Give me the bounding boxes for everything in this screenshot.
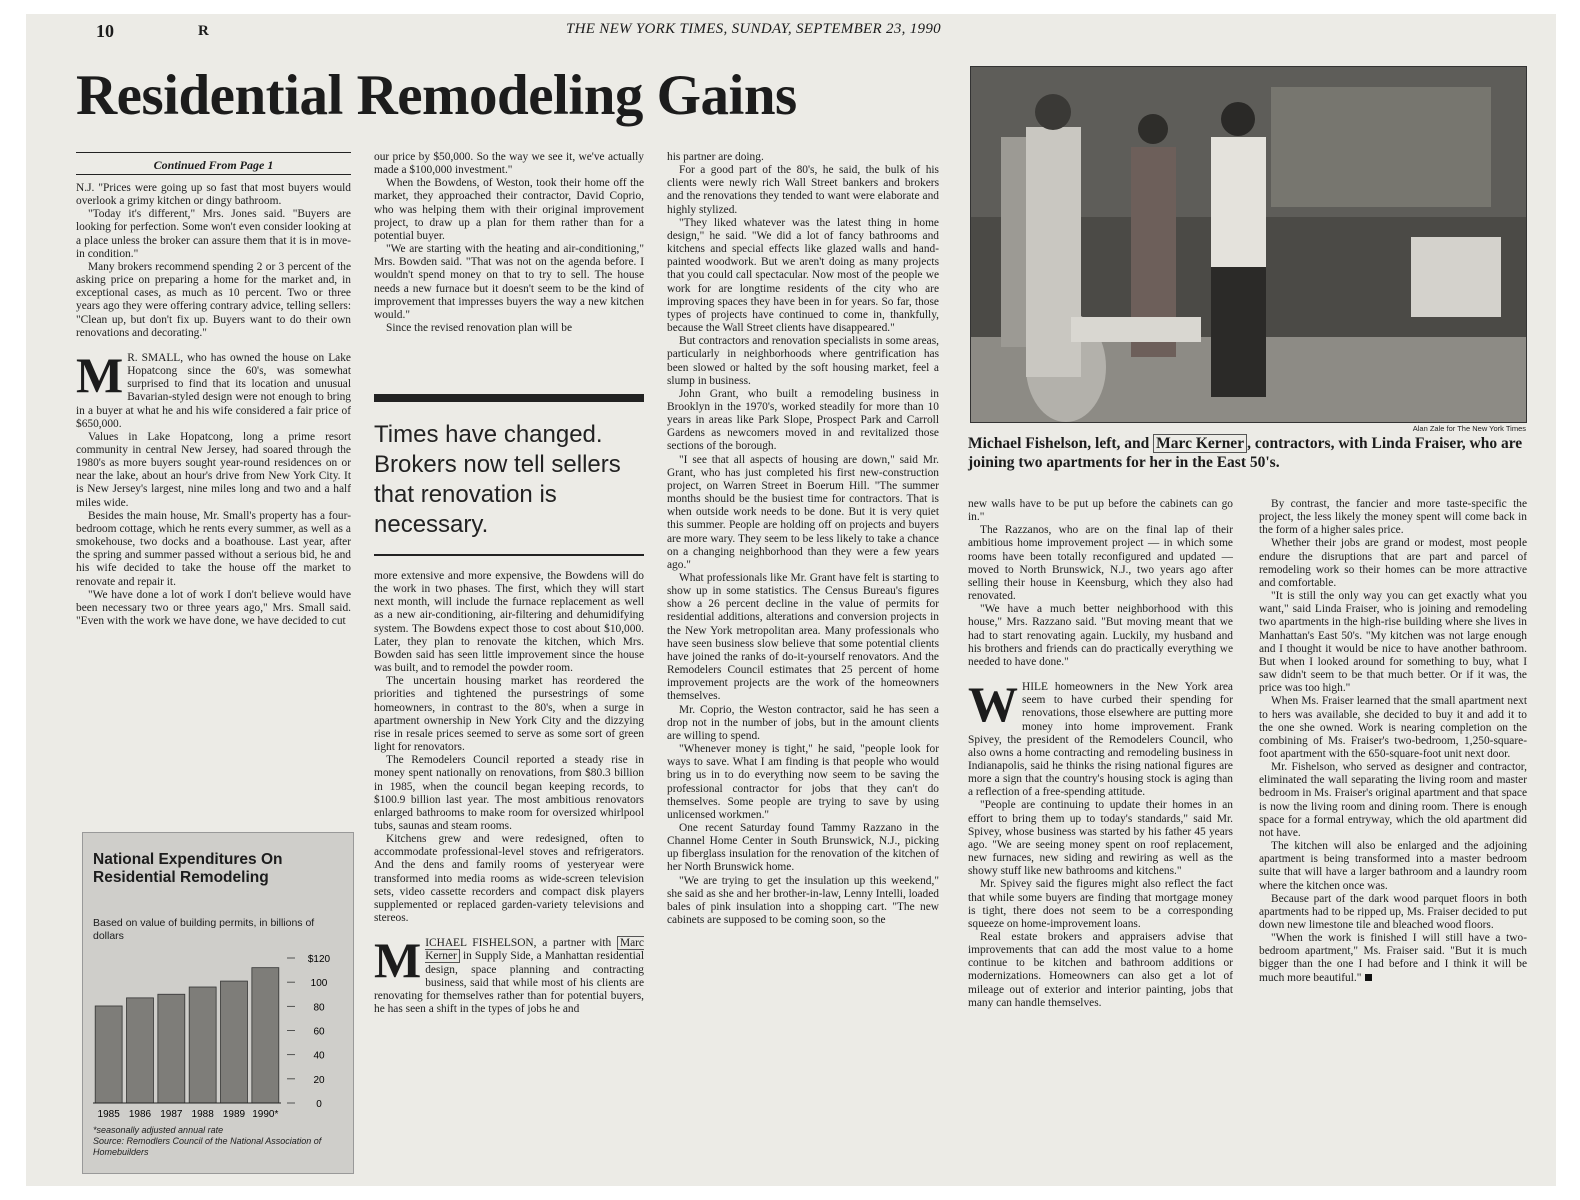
- bar-1985: [95, 1006, 122, 1103]
- paragraph-text: HILE homeowners in the New York area seem to have curbed their spending for renovations, those elsewhere are putting more money into home improvement. Frank Spivey, the president of the Remodelers Council, who also owns a home contracting and remodeling business in Indianapolis, said he thinks the rising national figures are more a sign that the country's housing stock is aging than a reflection of a free-spending attitude.: [968, 681, 1233, 799]
- paragraph: Real estate brokers and appraisers advise that improvements that can add the most value to a home continue to be kitchen and bathroom additions or modernizations. Homeowners can also get a lot of mileage out of exterior and interior painting, jobs that many can handle themselves.: [968, 931, 1233, 1009]
- x-tick-label: 1990*: [252, 1109, 279, 1120]
- article-column-4: [968, 498, 1233, 1173]
- paragraph: But contractors and renovation specialists in some areas, particularly in neighborhoods where gentrification has been slowed or halted by the soft housing market, feel a slump in business.: [667, 335, 939, 387]
- paragraph: "Whenever money is tight," he said, "people look for ways to save. What I am finding is that people who would bring us in to do everything now seem to be saving the professional contractor for jobs that they can't do themselves. Some people are trying to save by using unlicensed workmen.": [667, 743, 939, 821]
- column-rule: [76, 152, 351, 153]
- paragraph: his partner are doing.: [667, 151, 764, 163]
- paragraph: [76, 346, 351, 431]
- chart-footnote: [93, 1125, 343, 1158]
- page-number: 10: [96, 21, 114, 41]
- x-tick-label: 1989: [222, 1109, 246, 1120]
- paragraph: What professionals like Mr. Grant have felt is starting to show up in some statistics. The Census Bureau's figures show a 26 percent decline in the value of permits for residential additions, alterations and conversion projects in the New York metropolitan area. Many professionals who have seen business slow believe that some potential clients have joined the ranks of do-it-yourself renovators. And the Remodelers Council estimates that 25 percent of home improvement projects are the work of the homeowners themselves.: [667, 572, 939, 703]
- chart-footnote-text: *seasonally adjusted annual rate: [93, 1125, 224, 1135]
- paragraph-text: R. SMALL, who has owned the house on Lake Hopatcong since the 60's, was somewhat surprised to find that its location and unusual Bavarian-styled design were not enough to bring in a buyer at what he and his wife considered a fair price of $650,000.: [76, 351, 351, 430]
- paragraph: "It is still the only way you can get exactly what you want," said Linda Fraiser, who is joining and remodeling two apartments in the high-rise building where she lives in Manhattan's East 50's. "My kitchen was not large enough and I thought it would be nice to have another bathroom. But when I looked around for something to buy, what I saw didn't seem to be that much better. Or if it was, the price was too high.": [1259, 590, 1527, 695]
- article-column-2-top: [374, 151, 644, 391]
- paragraph: more extensive and more expensive, the Bowdens will do the work in two phases. The first, which they will start next month, will include the furnace replacement as well as a new air-conditioning, air-filtering and dehumidifying system. The Bowdens expect those to cost about $10,000. Later, they plan to renovate the kitchen, which Mrs. Bowden said has seen little improvement since the house was built, and to remodel the powder room.: [374, 570, 644, 675]
- bar-1987: [158, 994, 185, 1103]
- paragraph: Many brokers recommend spending 2 or 3 percent of the asking price on preparing a home for the market and, in exceptional cases, as much as 10 percent. Two or three years ago they were offering contrary advice, telling sellers: "Clean up, but don't fix up. Buyers want to do their own renovations and decorating.": [76, 260, 351, 339]
- paragraph: When Ms. Fraiser learned that the small apartment next to hers was available, she decided to buy it and add it to the one she owned. Work is nearing completion on the combining of Ms. Fraiser's two-bedroom, 1,250-square-foot apartment with the 650-square-foot unit next door.: [1259, 695, 1527, 760]
- article-column-2-bottom: [374, 570, 644, 1170]
- pullquote-rule-top: [374, 394, 644, 402]
- article-column-5: [1259, 498, 1527, 1173]
- paragraph: "They liked whatever was the latest thing in home design," he said. "We did a lot of fancy bathrooms and kitchens and special effects like glazed walls and hand-painted woodwork. But we aren't doing as many projects that you could call spectacular. Now most of the people we work for are longtime residents of the city who are improving spaces they have been in for years. So far, those types of projects have continued to come in, thankfully, because the Wall Street clients have disappeared.": [667, 216, 939, 335]
- paragraph: Mr. Fishelson, who served as designer and contractor, eliminated the wall separating the living room and master bedroom in Ms. Fraiser's original apartment and that space is now the living room and dining room. There is enough space for a formal entryway, which the old apartment did not have.: [1259, 761, 1527, 839]
- bar-1989: [221, 981, 248, 1103]
- paragraph: For a good part of the 80's, he said, the bulk of his clients were newly rich Wall Street bankers and brokers and the renovations they tended to want were elaborate and highly stylized.: [667, 164, 939, 216]
- paragraph: The kitchen will also be enlarged and the adjoining apartment is being transformed into a master bedroom suite that will have a larger bathroom and a laundry room where the kitchen once was.: [1259, 840, 1527, 892]
- paragraph: John Grant, who built a remodeling business in Brooklyn in the 1970's, worked steadily for more than 10 years in areas like Park Slope, Prospect Park and Carroll Gardens as newcomers moved in and revitalized those sections of the borough.: [667, 387, 939, 453]
- paragraph: [1259, 932, 1527, 985]
- y-tick-label: 100: [310, 978, 328, 990]
- y-tick-label: 0: [316, 1099, 322, 1110]
- y-tick-label: 20: [313, 1074, 325, 1086]
- bar-1990: [252, 968, 279, 1103]
- paragraph: "We have done a lot of work I don't believe would have been necessary two or three years ago," Mrs. Small said. "Even with the work we have done, we have decided to cut: [76, 588, 351, 627]
- paragraph: "We have a much better neighborhood with this house," Mrs. Razzano said. "But moving meant that we had to start renovating again. Luckily, my husband and his brothers and friends can do practically everything we needed to have done.": [968, 603, 1233, 668]
- x-tick-label: 1988: [191, 1109, 214, 1120]
- masthead: THE NEW YORK TIMES, SUNDAY, SEPTEMBER 23, 1990: [566, 21, 941, 37]
- paragraph-text: ICHAEL FISHELSON, a partner with: [425, 937, 617, 950]
- chart-subtitle: Based on value of building permits, in billions of dollars: [93, 917, 315, 942]
- highlighted-name: Marc Kerner: [1153, 434, 1247, 453]
- paragraph: [374, 932, 644, 1016]
- paragraph: Values in Lake Hopatcong, long a prime resort community in central New Jersey, had soared through the 1980's as more buyers sought year-round residences on or near the lake, about an hour's drive from New York City. It is New Jersey's largest, nine miles long and two and a half miles wide.: [76, 430, 351, 509]
- paragraph: our price by $50,000. So the way we see it, we've actually made a $100,000 investment.": [374, 151, 644, 177]
- caption-text: Michael Fishelson, left, and: [968, 435, 1154, 452]
- x-tick-label: 1987: [160, 1109, 183, 1120]
- expenditures-chart: [82, 832, 354, 1174]
- newspaper-page: [26, 14, 1556, 1186]
- headline: Residential Remodeling Gains: [76, 64, 797, 127]
- x-tick-label: 1985: [97, 1109, 120, 1120]
- drop-cap: M: [76, 346, 124, 403]
- paragraph-text: in Supply Side, a Manhattan residential design, space planning and contracting business, said that while most of his clients are renovating for themselves rather than for potential buyers, he has seen a shift in the types of jobs he and: [374, 950, 644, 1015]
- bar-1986: [127, 998, 154, 1103]
- y-tick-label: 40: [313, 1050, 325, 1062]
- highlighted-name: Marc Kerner: [425, 937, 644, 963]
- photo-contractors: [970, 66, 1527, 423]
- paragraph: The uncertain housing market has reordered the priorities and tightened the pursestrings of some homeowners, in contrast to the 80's, when a surge in apartment ownership in New York City and the dizzying rise in resale prices seemed to serve as some sort of green light for renovators.: [374, 675, 644, 754]
- article-column-3: [667, 151, 939, 1171]
- paragraph: "I see that all aspects of housing are down," said Mr. Grant, who has just completed his first new-construction project, on Warren Street in Boerum Hill. "The summer months should be the busiest time for contractors. That is when outside work needs to be done. But it is very quiet this summer. People are holding off on projects and buyers are more wary. They seem to be less likely to take a chance on a changing neighborhood than they were a few years ago.": [667, 453, 939, 571]
- paragraph: By contrast, the fancier and more taste-specific the project, the less likely the money spent will come back in the form of a higher sales price.: [1259, 498, 1527, 537]
- pullquote-rule-bottom: [374, 554, 644, 556]
- y-tick-label: $120: [307, 954, 331, 965]
- paragraph: "People are continuing to update their homes in an effort to bring them up to today's standards," said Mr. Spivey, whose business was started by his father 45 years ago. "We are seeing money spent on roof replacement, new furnaces, new siding and rewiring as well as the showy stuff like new bathrooms and kitchens.": [968, 799, 1233, 878]
- y-tick-label: 80: [313, 1002, 325, 1014]
- paragraph: Mr. Coprio, the Weston contractor, said he has seen a drop not in the number of jobs, but in the amount clients are willing to spend.: [667, 703, 939, 742]
- photo-illustration: [971, 67, 1526, 422]
- chart-plot: [83, 833, 353, 1123]
- paragraph: "Today it's different," Mrs. Jones said. "Buyers are looking for perfection. Some won't even consider looking at a place unless the broker can assure them that it is in move-in condition.": [76, 208, 351, 260]
- drop-cap: M: [374, 932, 422, 989]
- paragraph: Whether their jobs are grand or modest, most people endure the disruptions that are part and parcel of remodeling work so their homes can be more attractive and comfortable.: [1259, 537, 1527, 589]
- paragraph: "We are trying to get the insulation up this weekend," she said as she and her brother-in-law, Lenny Intelli, loaded bales of pink insulation into a shopping cart. "The new cabinets are supposed to be coming soon, so the: [667, 874, 939, 927]
- continued-line: Continued From Page 1: [153, 158, 274, 172]
- paragraph: "We are starting with the heating and air-conditioning," Mrs. Bowden said. "That was not on the agenda before. I wouldn't spend money on that to try to sell. The house needs a new furnace but it doesn't seem to be the kind of improvement that impresses buyers the way a new kitchen would.": [374, 243, 644, 321]
- article-column-1: [76, 182, 351, 824]
- paragraph: N.J. "Prices were going up so fast that most buyers would overlook a grimy kitchen or dingy bathroom.: [76, 182, 351, 208]
- edition-letter: R: [198, 23, 209, 39]
- paragraph: Because part of the dark wood parquet floors in both apartments had to be ripped up, Ms. Fraiser decided to put down new limestone tile and bleached wood floors.: [1259, 892, 1527, 931]
- y-tick-label: 60: [313, 1026, 325, 1038]
- paragraph: Since the revised renovation plan will be: [386, 322, 572, 335]
- paragraph: One recent Saturday found Tammy Razzano in the Channel Home Center in South Brunswick, N.J., picking up fiberglass insulation for the renovation of the kitchen of her North Brunswick home.: [667, 821, 939, 874]
- x-tick-label: 1986: [128, 1109, 152, 1120]
- paragraph: Kitchens grew and were redesigned, often to accommodate professional-level stoves and refrigerators. And the dens and family rooms of yesteryear were transformed into media rooms as wide-screen television sets, video cassette recorders and compact disk players supplemented or replaced garden-variety televisions and stereos.: [374, 833, 644, 925]
- paragraph: The Razzanos, who are on the final lap of their ambitious home improvement project — in which some rooms have been totally reconfigured and updated — moved to North Brunswick, N.J., two years ago after selling their house in Keensburg, which they also had renovated.: [968, 524, 1233, 603]
- pull-quote: Times have changed. Brokers now tell sellers that renovation is necessary.: [374, 421, 621, 538]
- paragraph: new walls have to be put up before the cabinets can go in.": [968, 498, 1233, 524]
- paragraph: The Remodelers Council reported a steady rise in money spent nationally on renovations, from $80.3 billion in 1985, when the council began keeping records, to $100.9 billion last year. The most ambitious renovators enlarged bathrooms to make room for oversized whirlpool tubs, saunas and steam rooms.: [374, 754, 644, 832]
- paragraph: Besides the main house, Mr. Small's property has a four-bedroom cottage, which he rents every summer, as well as a smokehouse, two docks and a boathouse. Last year, after the spring and summer passed without a serious bid, he and his wife decided to take the house off the market to renovate and repair it.: [76, 509, 351, 588]
- photo-credit: Alan Zale for The New York Times: [1412, 424, 1526, 433]
- paragraph: When the Bowdens, of Weston, took their home off the market, they approached their contractor, David Coprio, who was helping them with their original improvement project, to draw up a plan for them rather than for a potential buyer.: [374, 177, 644, 242]
- paragraph: [968, 676, 1233, 799]
- end-mark: [1365, 974, 1372, 981]
- column-rule: [76, 174, 351, 175]
- paragraph-text: "When the work is finished I will still have a two-bedroom apartment," Ms. Fraiser said. "But it is much bigger than the one I had before and I think it will be much more beautiful.": [1259, 932, 1527, 984]
- drop-cap: W: [968, 676, 1018, 733]
- bar-1988: [189, 987, 216, 1103]
- chart-source: Source: Remodlers Council of the National Association of Homebuilders: [93, 1136, 322, 1157]
- paragraph: Mr. Spivey said the figures might also reflect the fact that while some buyers are finding that mortgage money is tight, there does not seem to be a corresponding squeeze on home-improvement loans.: [968, 878, 1233, 930]
- chart-title: National Expenditures On Residential Remodeling: [93, 851, 283, 886]
- caption-text: , contractors, with Linda Fraiser, who are joining two apartments for her in the East 50's.: [968, 435, 1523, 471]
- photo-caption: [968, 434, 1528, 472]
